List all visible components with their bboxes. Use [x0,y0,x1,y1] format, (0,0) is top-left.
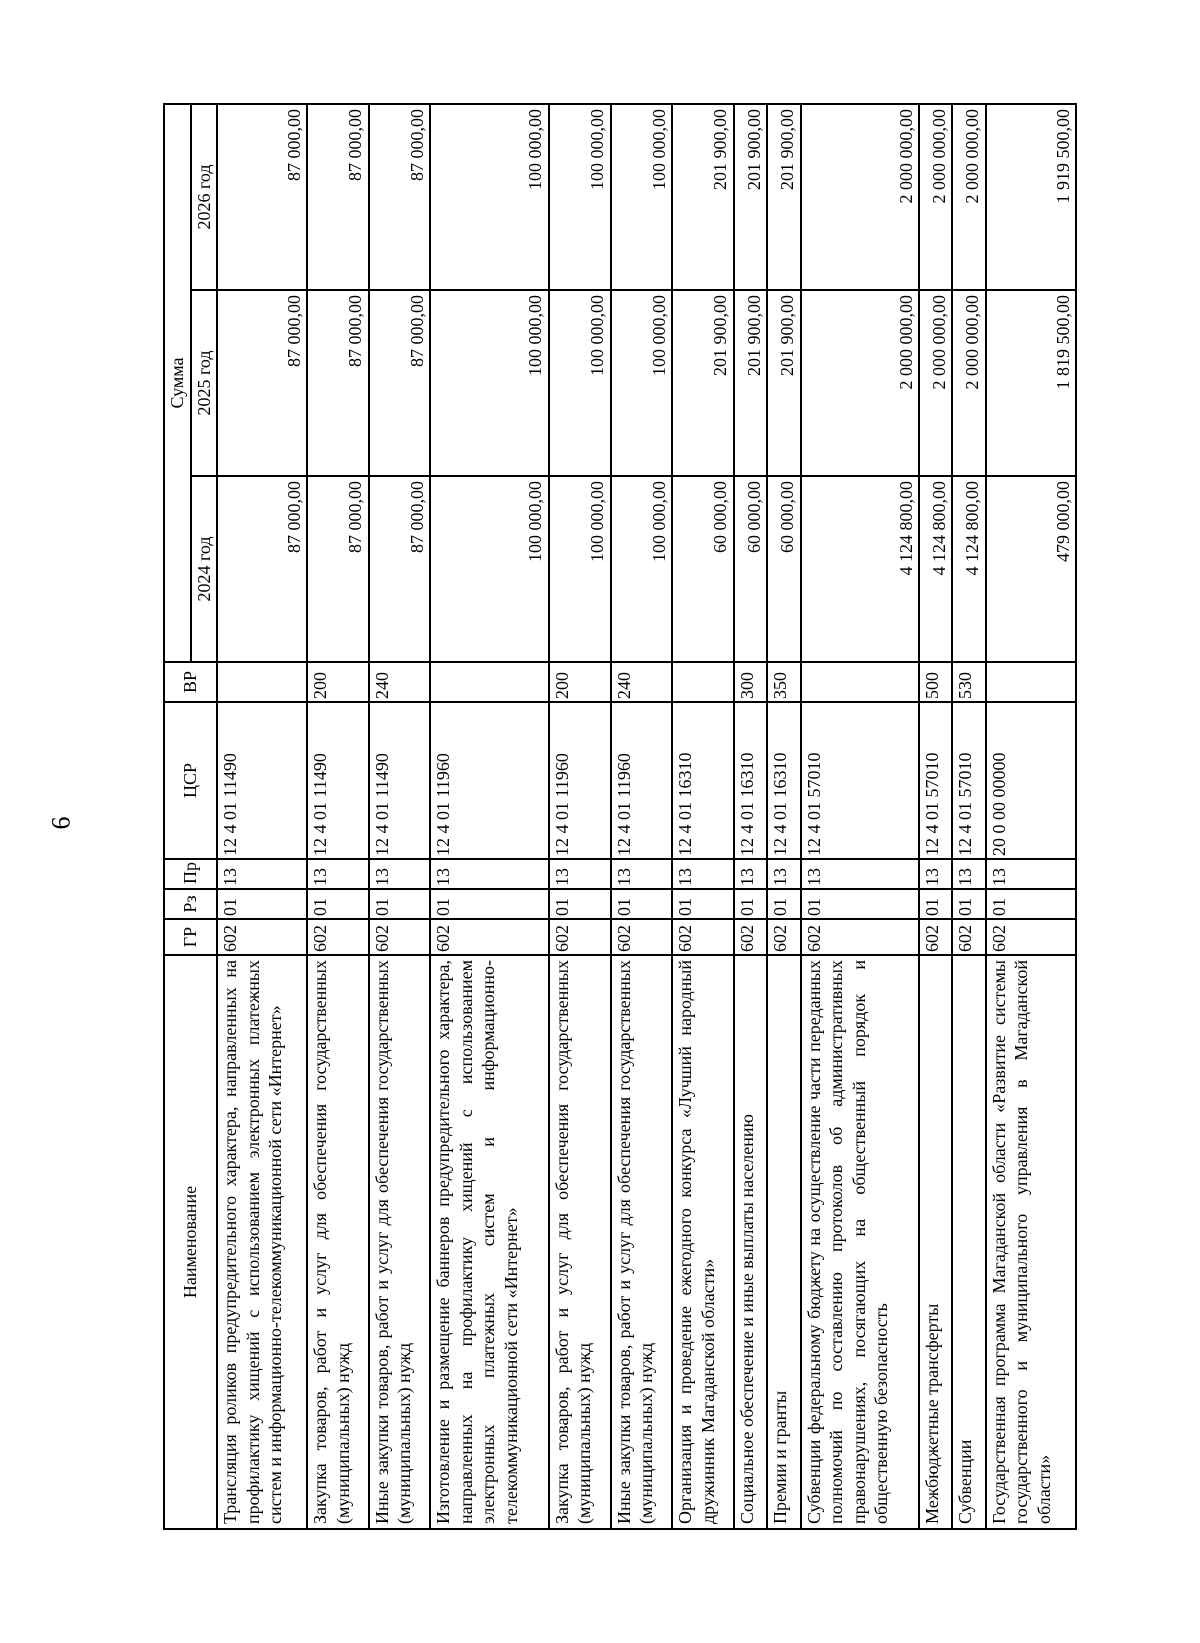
header-2024: 2024 год [191,476,218,662]
row-name: Субвенции федеральному бюджету на осуществление части переданных полномочий по составлению протоколов об административных правонарушениях, посягающих на общественный порядок и общественную безопасность [801,955,919,1529]
row-csr: 12 4 01 57010 [919,702,952,859]
row-name: Трансляция роликов предупредительного характера, направленных на профилактику хищений с использованием электронных платежных систем и информационно-телекоммуникационной сети «Интернет» [217,955,307,1529]
row-sum-2025: 201 900,00 [734,290,767,476]
row-vr: 200 [549,662,611,702]
row-gr: 602 [549,919,611,955]
table-row [801,104,919,1529]
table-row [919,104,952,1529]
row-gr: 602 [952,919,985,955]
row-vr: 300 [734,662,767,702]
header-2025: 2025 год [191,290,218,476]
row-gr: 602 [307,919,369,955]
row-sum-2024: 60 000,00 [767,476,800,662]
header-csr: ЦСР [164,702,217,859]
row-sum-2025: 87 000,00 [217,290,307,476]
row-name: Изготовление и размещение баннеров предупредительного характера, направленных на профилактику хищений с использованием электронных платежных систем и информационно-телекоммуникационной сети «Интернет» [430,955,548,1529]
row-name: Иные закупки товаров, работ и услуг для обеспечения государственных (муниципальных) нужд [369,955,431,1529]
row-csr: 12 4 01 57010 [952,702,985,859]
row-rz: 01 [672,889,734,919]
row-sum-2025: 87 000,00 [307,290,369,476]
row-gr: 602 [986,919,1076,955]
row-vr: 350 [767,662,800,702]
row-sum-2025: 100 000,00 [430,290,548,476]
row-sum-2024: 100 000,00 [549,476,611,662]
row-rz: 01 [549,889,611,919]
row-gr: 602 [430,919,548,955]
row-vr [217,662,307,702]
row-pr: 13 [672,859,734,889]
row-name: Организация и проведение ежегодного конкурса «Лучший народный дружинник Магаданской области» [672,955,734,1529]
row-sum-2026: 201 900,00 [734,104,767,290]
row-sum-2026: 2 000 000,00 [919,104,952,290]
row-name: Премии и гранты [767,955,800,1529]
row-csr: 12 4 01 16310 [672,702,734,859]
row-name: Государственная программа Магаданской области «Развитие системы государственного и муниципального управления в Магаданской области» [986,955,1076,1529]
row-sum-2024: 87 000,00 [217,476,307,662]
row-rz: 01 [430,889,548,919]
row-csr: 12 4 01 11960 [549,702,611,859]
row-gr: 602 [919,919,952,955]
table-row [307,104,369,1529]
row-sum-2026: 87 000,00 [369,104,431,290]
row-sum-2024: 100 000,00 [430,476,548,662]
row-sum-2025: 1 819 500,00 [986,290,1076,476]
row-rz: 01 [611,889,673,919]
table-row [986,104,1076,1529]
row-sum-2026: 201 900,00 [767,104,800,290]
row-name: Закупка товаров, работ и услуг для обеспечения государственных (муниципальных) нужд [307,955,369,1529]
row-sum-2026: 201 900,00 [672,104,734,290]
row-vr [986,662,1076,702]
rotated-table-wrapper [163,105,1077,1530]
row-rz: 01 [952,889,985,919]
table-row [767,104,800,1529]
row-vr: 530 [952,662,985,702]
row-sum-2025: 201 900,00 [767,290,800,476]
table-row [217,104,307,1529]
row-csr: 12 4 01 16310 [767,702,800,859]
table-body [217,104,1076,1529]
row-gr: 602 [767,919,800,955]
row-vr: 240 [369,662,431,702]
header-sum: Сумма [164,104,191,662]
row-rz: 01 [919,889,952,919]
row-sum-2025: 100 000,00 [549,290,611,476]
header-vr: ВР [164,662,217,702]
row-pr: 13 [549,859,611,889]
table-row [549,104,611,1529]
header-row [164,104,191,1529]
row-vr: 200 [307,662,369,702]
table-row [952,104,985,1529]
row-name: Закупка товаров, работ и услуг для обеспечения государственных (муниципальных) нужд [549,955,611,1529]
row-vr [430,662,548,702]
row-vr: 500 [919,662,952,702]
row-rz: 01 [734,889,767,919]
row-sum-2026: 2 000 000,00 [801,104,919,290]
row-csr: 12 4 01 57010 [801,702,919,859]
row-sum-2026: 100 000,00 [430,104,548,290]
row-csr: 12 4 01 11960 [611,702,673,859]
row-sum-2025: 2 000 000,00 [801,290,919,476]
budget-table [163,103,1077,1530]
row-vr [801,662,919,702]
row-sum-2024: 4 124 800,00 [919,476,952,662]
row-sum-2025: 2 000 000,00 [919,290,952,476]
row-sum-2026: 100 000,00 [611,104,673,290]
row-sum-2024: 4 124 800,00 [801,476,919,662]
header-gr: ГР [164,919,217,955]
row-sum-2026: 87 000,00 [307,104,369,290]
row-sum-2024: 100 000,00 [611,476,673,662]
row-csr: 12 4 01 11490 [307,702,369,859]
row-gr: 602 [217,919,307,955]
row-sum-2026: 1 919 500,00 [986,104,1076,290]
row-rz: 01 [369,889,431,919]
row-sum-2024: 60 000,00 [672,476,734,662]
header-pr: Пр [164,859,217,889]
row-rz: 01 [217,889,307,919]
row-name: Межбюджетные трансферты [919,955,952,1529]
row-sum-2024: 4 124 800,00 [952,476,985,662]
table-row [734,104,767,1529]
row-sum-2024: 87 000,00 [369,476,431,662]
row-rz: 01 [801,889,919,919]
page-number: 6 [46,816,76,830]
row-name: Иные закупки товаров, работ и услуг для обеспечения государственных (муниципальных) нужд [611,955,673,1529]
row-sum-2025: 201 900,00 [672,290,734,476]
row-gr: 602 [672,919,734,955]
row-pr: 13 [919,859,952,889]
row-pr: 13 [801,859,919,889]
row-sum-2026: 2 000 000,00 [952,104,985,290]
row-sum-2025: 2 000 000,00 [952,290,985,476]
row-sum-2026: 100 000,00 [549,104,611,290]
row-rz: 01 [307,889,369,919]
header-rz: Рз [164,889,217,919]
row-pr: 13 [767,859,800,889]
row-rz: 01 [986,889,1076,919]
row-pr: 13 [952,859,985,889]
row-csr: 12 4 01 11490 [217,702,307,859]
row-gr: 602 [801,919,919,955]
table-row [369,104,431,1529]
row-sum-2024: 87 000,00 [307,476,369,662]
header-2026: 2026 год [191,104,218,290]
row-gr: 602 [369,919,431,955]
table-row [430,104,548,1529]
row-csr: 12 4 01 11490 [369,702,431,859]
row-sum-2024: 60 000,00 [734,476,767,662]
row-sum-2024: 479 000,00 [986,476,1076,662]
row-sum-2026: 87 000,00 [217,104,307,290]
row-name: Субвенции [952,955,985,1529]
table-row [672,104,734,1529]
row-pr: 13 [307,859,369,889]
row-pr: 13 [217,859,307,889]
row-pr: 13 [369,859,431,889]
table-row [611,104,673,1529]
header-name: Наименование [164,955,217,1529]
row-vr: 240 [611,662,673,702]
row-pr: 13 [734,859,767,889]
row-csr: 20 0 00 00000 [986,702,1076,859]
row-rz: 01 [767,889,800,919]
row-csr: 12 4 01 11960 [430,702,548,859]
row-pr: 13 [611,859,673,889]
row-name: Социальное обеспечение и иные выплаты населению [734,955,767,1529]
row-vr [672,662,734,702]
row-csr: 12 4 01 16310 [734,702,767,859]
row-sum-2025: 100 000,00 [611,290,673,476]
row-pr: 13 [430,859,548,889]
row-gr: 602 [734,919,767,955]
row-sum-2025: 87 000,00 [369,290,431,476]
row-gr: 602 [611,919,673,955]
row-pr: 13 [986,859,1076,889]
